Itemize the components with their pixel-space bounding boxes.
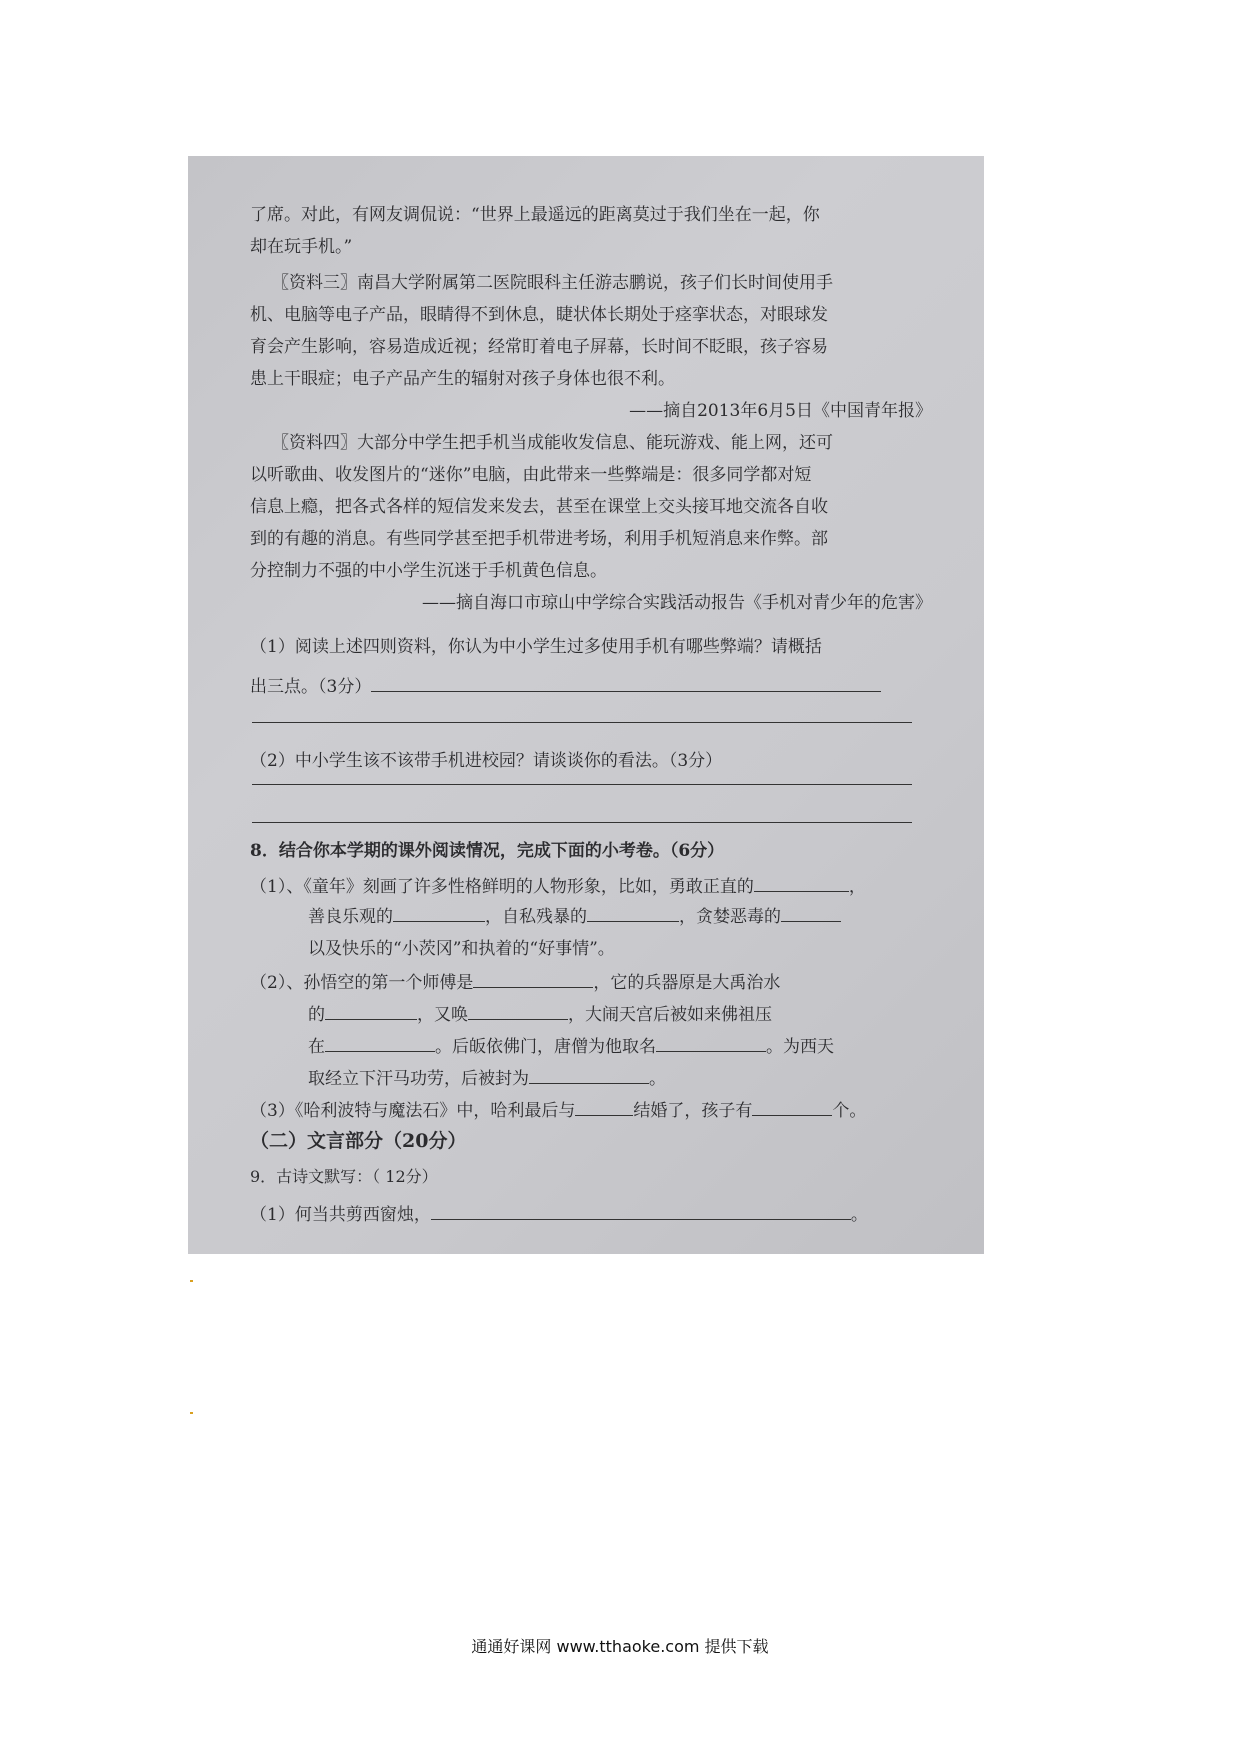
material-four-line: 〖资料四〗大部分中学生把手机当成能收发信息、能玩游戏、能上网，还可 xyxy=(272,433,833,453)
q8-2b-text: ，又唤 xyxy=(417,1005,468,1025)
answer-blank[interactable] xyxy=(754,875,849,892)
q8-2c-text: 在 xyxy=(308,1037,325,1057)
q8-1-punct: ， xyxy=(848,877,866,897)
q8-2-text: ，它的兵器原是大禹治水 xyxy=(593,973,781,993)
text-line: 了席。对此，有网友调侃说：“世界上最遥远的距离莫过于我们坐在一起，你 xyxy=(250,205,820,225)
answer-blank[interactable] xyxy=(575,1099,633,1116)
q8-1b-text: 善良乐观的 xyxy=(308,907,393,927)
q8-1b-text: ，贪婪恶毒的 xyxy=(679,907,781,927)
source-citation: ——摘自2013年6月5日《中国青年报》 xyxy=(629,401,932,421)
text-line: 机、电脑等电子产品，眼睛得不到休息，睫状体长期处于痉挛状态，对眼球发 xyxy=(250,305,828,325)
answer-blank[interactable] xyxy=(656,1035,766,1052)
question-1-cont xyxy=(250,672,881,697)
source-citation: ——摘自海口市琼山中学综合实践活动报告《手机对青少年的危害》 xyxy=(422,593,932,613)
q8-3-text: 个。 xyxy=(832,1101,867,1121)
question-8-2-c xyxy=(308,1032,834,1057)
q8-1b-text: ，自私残暴的 xyxy=(485,907,587,927)
stray-mark xyxy=(190,1280,193,1282)
q8-1-text: （1）、《童年》刻画了许多性格鲜明的人物形象，比如，勇敢正直的 xyxy=(250,877,754,897)
q8-2b-text: ，大闹天宫后被如来佛祖压 xyxy=(568,1005,772,1025)
answer-blank[interactable] xyxy=(468,1003,568,1020)
answer-blank[interactable] xyxy=(393,905,485,922)
answer-blank[interactable] xyxy=(752,1099,832,1116)
q9-1-text: （1）何当共剪西窗烛， xyxy=(250,1205,431,1225)
question-8-2-b xyxy=(308,1000,772,1025)
answer-blank[interactable] xyxy=(325,1035,435,1052)
stray-mark xyxy=(190,1412,193,1414)
answer-blank[interactable] xyxy=(529,1067,649,1084)
text-line: 到的有趣的消息。有些同学甚至把手机带进考场，利用手机短消息来作弊。部 xyxy=(250,529,828,549)
answer-line[interactable] xyxy=(252,822,912,823)
question-8-1 xyxy=(250,872,866,897)
text-line: 育会产生影响，容易造成近视；经常盯着电子屏幕，长时间不眨眼，孩子容易 xyxy=(250,337,828,357)
q8-2d-text: 取经立下汗马功劳，后被封为 xyxy=(308,1069,529,1089)
q8-2b-text: 的 xyxy=(308,1005,325,1025)
text-line: 患上干眼症；电子产品产生的辐射对孩子身体也很不利。 xyxy=(250,369,675,389)
material-three-line: 〖资料三〗南昌大学附属第二医院眼科主任游志鹏说，孩子们长时间使用手 xyxy=(272,273,833,293)
scanned-page-photo xyxy=(188,156,984,1254)
question-9: 9．古诗文默写：（ 12分） xyxy=(250,1167,438,1186)
question-8-3 xyxy=(250,1096,866,1121)
answer-blank[interactable] xyxy=(781,905,841,922)
answer-line[interactable] xyxy=(252,784,912,785)
answer-line[interactable] xyxy=(252,722,912,723)
question-8-1-b xyxy=(308,902,841,927)
q8-3-text: 结婚了，孩子有 xyxy=(633,1101,753,1121)
answer-blank[interactable] xyxy=(473,971,593,988)
q8-2c-text: 。后皈依佛门，唐僧为他取名 xyxy=(435,1037,656,1057)
answer-blank[interactable] xyxy=(325,1003,417,1020)
q8-2d-text: 。 xyxy=(649,1069,666,1089)
q8-2-text: （2）、孙悟空的第一个师傅是 xyxy=(250,973,474,993)
question-9-1 xyxy=(250,1200,868,1225)
q9-1-punct: 。 xyxy=(850,1205,868,1225)
question-8-2 xyxy=(250,968,780,993)
answer-blank[interactable] xyxy=(371,675,881,692)
question-8: 8．结合你本学期的课外阅读情况，完成下面的小考卷。（6分） xyxy=(250,841,725,861)
footer-attribution: 通通好课网 www.tthaoke.com 提供下载 xyxy=(471,1637,769,1656)
question-8-2-d xyxy=(308,1064,666,1089)
question-2: （2）中小学生该不该带手机进校园？请谈谈你的看法。（3分） xyxy=(250,751,723,771)
q8-2c-text: 。为西天 xyxy=(766,1037,834,1057)
text-line: 分控制力不强的中小学生沉迷于手机黄色信息。 xyxy=(250,561,607,581)
answer-blank[interactable] xyxy=(431,1203,851,1220)
text-line: 以听歌曲、收发图片的“迷你”电脑，由此带来一些弊端是：很多同学都对短 xyxy=(250,465,812,485)
question-1: （1）阅读上述四则资料，你认为中小学生过多使用手机有哪些弊端？请概括 xyxy=(250,637,822,657)
text-line: 信息上瘾，把各式各样的短信发来发去，甚至在课堂上交头接耳地交流各自收 xyxy=(250,497,828,517)
question-1-label: 出三点。（3分） xyxy=(250,677,372,697)
answer-blank[interactable] xyxy=(587,905,679,922)
q8-3-text: （3）《哈利波特与魔法石》中，哈利最后与 xyxy=(250,1101,576,1121)
question-8-1-c: 以及快乐的“小茨冈”和执着的“好事情”。 xyxy=(308,939,615,959)
text-line: 却在玩手机。” xyxy=(250,237,353,257)
section-heading: （二）文言部分（20分） xyxy=(250,1130,467,1152)
